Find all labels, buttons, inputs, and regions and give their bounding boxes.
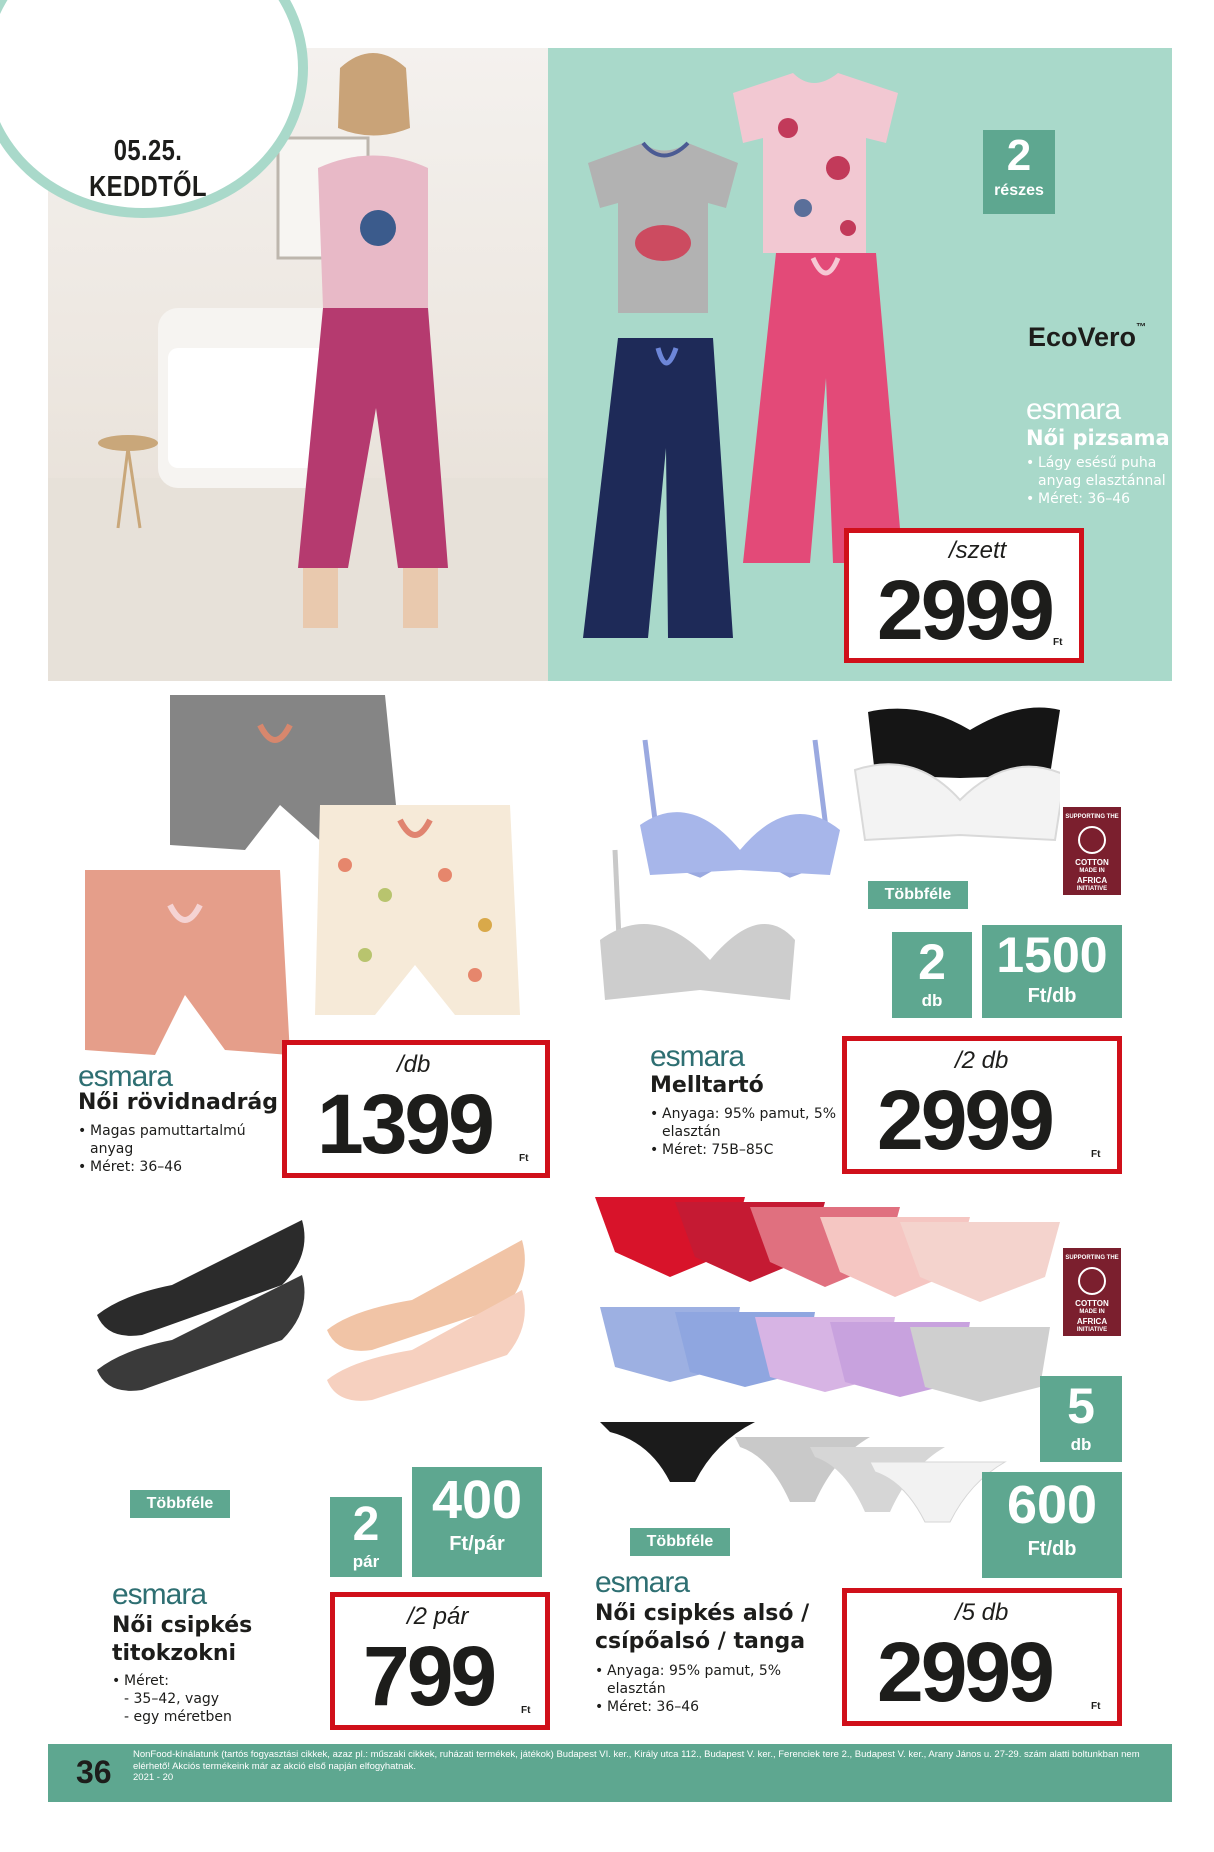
date-line-1: 05.25. — [113, 135, 183, 167]
briefs-bullets — [595, 1662, 785, 1716]
briefs-bullet: • Anyaga: 95% pamut, 5% elasztán — [595, 1662, 785, 1698]
ecovero-tm: ™ — [1136, 322, 1147, 333]
socks-title-line-1: Női csipkés — [112, 1613, 253, 1638]
socks-qty-unit: pár — [352, 1552, 380, 1571]
ecovero-logo — [1028, 322, 1146, 353]
socks-price-box — [330, 1592, 550, 1730]
shorts-product-image — [75, 695, 545, 1055]
socks-variety-tag: Többféle — [130, 1490, 230, 1518]
socks-quantity-badge — [330, 1497, 402, 1577]
shorts-price-box — [282, 1040, 550, 1178]
africa-icon — [1078, 826, 1106, 854]
bra-variety-tag: Többféle — [868, 881, 968, 909]
hero-bullets — [1026, 454, 1176, 508]
footer-text: NonFood-kínálatunk (tartós fogyasztási cikkek, azaz pl.: műszaki cikkek, ruházati termékek, játékok) Budapest VI. ker., Király utca 112., Budapest V. ker., Ferenciek tere 2., Budapest V. ker., Arany János u. 27-29. szám alatti boltunkban nem elérhető! Akciós termékeink már az akció első napján elfogyhatnak. — [133, 1749, 1140, 1772]
cotton-badge-line: MADE IN — [1079, 1309, 1105, 1315]
cotton-badge-line: INITIATIVE — [1076, 1327, 1108, 1333]
shorts-bullet: • Méret: 36–46 — [78, 1158, 278, 1176]
cotton-badge-line: COTTON — [1075, 858, 1109, 867]
socks-unit-price-label: Ft/pár — [449, 1533, 505, 1555]
socks-bullets — [112, 1672, 292, 1726]
socks-unit-price: 400 — [431, 1470, 523, 1530]
hero-bullet: • Lágy esésű puha anyag elasztánnal — [1026, 454, 1176, 490]
shorts-price: 1399 — [317, 1077, 492, 1171]
bra-brand: esmara — [650, 1040, 745, 1073]
hero-brand: esmara — [1026, 393, 1121, 426]
ecovero-text: EcoVero — [1028, 322, 1137, 352]
briefs-currency: Ft — [1091, 1701, 1101, 1712]
page-footer — [48, 1744, 1172, 1802]
briefs-title-line-1: Női csipkés alsó / — [595, 1601, 810, 1626]
hero-price-box — [844, 528, 1084, 663]
briefs-variety-tag: Többféle — [630, 1528, 730, 1556]
briefs-unit-price-label: Ft/db — [1027, 1538, 1077, 1560]
briefs-price-unit: /5 db — [955, 1599, 1009, 1626]
socks-bullet-sub: - egy méretben — [124, 1709, 232, 1725]
cotton-badge-line: COTTON — [1075, 1299, 1109, 1308]
footer-disclaimer — [133, 1749, 1143, 1784]
briefs-unit-price: 600 — [1006, 1475, 1098, 1535]
bra-unit-price-label: Ft/db — [1027, 985, 1077, 1007]
parts-label: részes — [994, 182, 1044, 199]
hero-currency: Ft — [1053, 637, 1063, 648]
hero-price: 2999 — [877, 563, 1052, 657]
socks-bullet: • Méret: — [112, 1672, 292, 1690]
bra-bullet: • Méret: 75B–85C — [650, 1141, 840, 1159]
briefs-qty-unit: db — [1070, 1435, 1092, 1454]
socks-title-line-2: titokzokni — [112, 1641, 237, 1666]
cotton-badge-line: SUPPORTING THE — [1065, 1255, 1119, 1261]
briefs-price-box — [842, 1588, 1122, 1726]
socks-price: 799 — [363, 1629, 495, 1723]
bra-qty-number: 2 — [918, 934, 946, 990]
footer-code: 2021 - 20 — [133, 1772, 174, 1783]
shorts-bullet: • Magas pamuttartalmú anyag — [78, 1122, 278, 1158]
parts-badge — [983, 130, 1055, 214]
bra-qty-unit: db — [921, 991, 943, 1010]
briefs-quantity-badge — [1040, 1376, 1122, 1462]
date-text — [82, 133, 213, 205]
hero-title: Női pizsama — [1026, 426, 1170, 450]
shorts-currency: Ft — [519, 1153, 529, 1164]
bra-unit-price-badge — [982, 925, 1122, 1018]
cotton-badge-line: AFRICA — [1076, 1317, 1108, 1326]
cotton-badge-line: SUPPORTING THE — [1065, 814, 1119, 820]
shorts-price-unit: /db — [397, 1051, 431, 1078]
bra-price-box — [842, 1036, 1122, 1174]
shorts-brand: esmara — [78, 1060, 173, 1093]
hero-price-unit: /szett — [949, 537, 1007, 564]
briefs-unit-price-badge — [982, 1472, 1122, 1578]
date-line-2: KEDDTŐL — [89, 171, 207, 203]
socks-bullet-sub: - 35–42, vagy — [124, 1691, 220, 1707]
socks-title — [112, 1612, 252, 1668]
cotton-badge-line: MADE IN — [1079, 868, 1105, 874]
cotton-africa-badge — [1063, 807, 1121, 895]
briefs-qty-number: 5 — [1067, 1378, 1095, 1434]
hero-section — [48, 48, 1172, 681]
bra-price: 2999 — [877, 1073, 1052, 1167]
briefs-price: 2999 — [877, 1625, 1052, 1719]
socks-qty-number: 2 — [352, 1498, 380, 1551]
bra-price-unit: /2 db — [955, 1047, 1009, 1074]
socks-currency: Ft — [521, 1705, 531, 1716]
briefs-brand: esmara — [595, 1566, 690, 1599]
briefs-bullet: • Méret: 36–46 — [595, 1698, 785, 1716]
briefs-title — [595, 1600, 809, 1656]
socks-price-unit: /2 pár — [407, 1603, 469, 1630]
bra-quantity-badge — [892, 932, 972, 1018]
cotton-badge-line: AFRICA — [1076, 876, 1108, 885]
socks-brand: esmara — [112, 1578, 207, 1611]
shorts-title: Női rövidnadrág — [78, 1090, 279, 1115]
bra-bullet: • Anyaga: 95% pamut, 5% elasztán — [650, 1105, 840, 1141]
briefs-title-line-2: csípőalsó / tanga — [595, 1629, 806, 1654]
page-number: 36 — [76, 1754, 112, 1790]
hero-bullet: • Méret: 36–46 — [1026, 490, 1176, 508]
socks-product-image — [82, 1215, 532, 1415]
shorts-bullets — [78, 1122, 278, 1176]
bra-bullets — [650, 1105, 840, 1159]
socks-unit-price-badge — [412, 1467, 542, 1577]
parts-number: 2 — [1006, 131, 1032, 180]
cotton-badge-line: INITIATIVE — [1076, 886, 1108, 892]
bra-title: Melltartó — [650, 1073, 764, 1098]
africa-icon — [1078, 1267, 1106, 1295]
bra-currency: Ft — [1091, 1149, 1101, 1160]
bra-unit-price: 1500 — [996, 927, 1108, 983]
cotton-africa-badge-2 — [1063, 1248, 1121, 1336]
